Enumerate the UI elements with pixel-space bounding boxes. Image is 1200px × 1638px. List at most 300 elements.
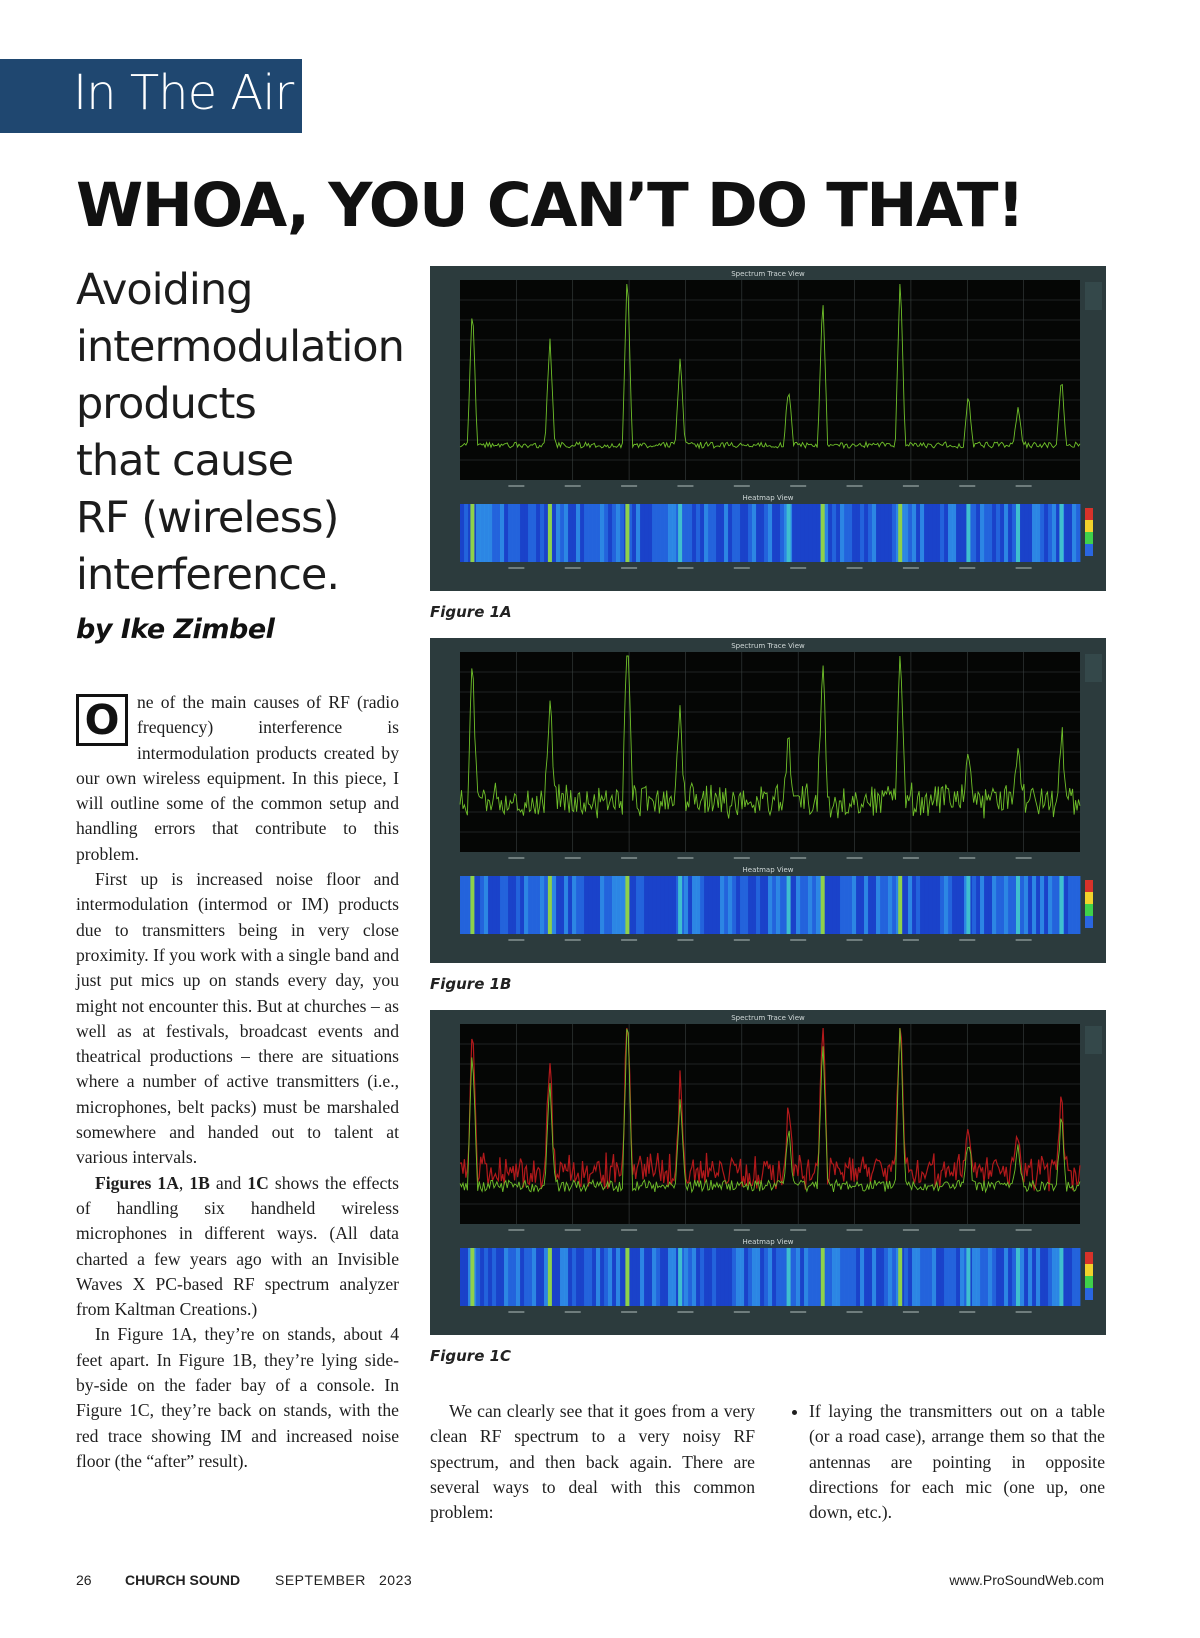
heatmap-column (796, 1248, 801, 1306)
deck-line: Avoiding (76, 265, 253, 315)
heatmap-column (716, 504, 721, 562)
heatmap-column (928, 1248, 933, 1306)
heatmap-column (660, 504, 665, 562)
heatmap-column (672, 504, 677, 562)
heatmap-column (940, 1248, 945, 1306)
heatmap-column (1028, 504, 1033, 562)
heatmap-column (572, 876, 577, 934)
heatmap-column (732, 1248, 737, 1306)
heatmap-column (936, 1248, 941, 1306)
page-number: 26 (76, 1572, 92, 1588)
heatmap-column (876, 504, 881, 562)
heatmap-column (540, 876, 545, 934)
heatmap-column (612, 876, 617, 934)
heatmap-column (960, 1248, 965, 1306)
heatmap-column (836, 1248, 841, 1306)
heatmap-column (696, 876, 701, 934)
heatmap-column (580, 876, 585, 934)
heatmap-column (752, 1248, 757, 1306)
heatmap-column (492, 1248, 497, 1306)
heatmap-peak (966, 504, 970, 562)
heatmap-column (852, 504, 857, 562)
heatmap-peak (898, 876, 902, 934)
heatmap-column (888, 504, 893, 562)
heatmap-column (620, 876, 625, 934)
heatmap-column (860, 504, 865, 562)
heatmap-column (872, 1248, 877, 1306)
heatmap-peak (1059, 876, 1063, 934)
heatmap-column (792, 504, 797, 562)
heatmap-column (976, 1248, 981, 1306)
heatmap-column (532, 1248, 537, 1306)
heatmap-column (724, 1248, 729, 1306)
heatmap-column (1044, 876, 1049, 934)
heatmap-column (520, 876, 525, 934)
heatmap-column (768, 876, 773, 934)
heatmap-column (640, 876, 645, 934)
heatmap-column (720, 504, 725, 562)
heatmap-column (864, 876, 869, 934)
heatmap-column (1020, 504, 1025, 562)
heatmap-column (988, 1248, 993, 1306)
scale-green (1085, 532, 1093, 544)
axis-tick-label (847, 1229, 863, 1231)
axis-tick-label (903, 1229, 919, 1231)
axis-tick-label (734, 567, 750, 569)
heatmap-column (508, 1248, 513, 1306)
heatmap-peak (966, 1248, 970, 1306)
heatmap-column (876, 876, 881, 934)
heatmap-column (1000, 876, 1005, 934)
deck-line: RF (wireless) (76, 493, 339, 543)
heatmap-peak (625, 504, 629, 562)
deck-line: intermodulation (76, 322, 404, 372)
deck-line: that cause (76, 436, 294, 486)
heatmap-column (720, 876, 725, 934)
heatmap-column (700, 504, 705, 562)
heatmap-column (488, 876, 493, 934)
heatmap-column (640, 1248, 645, 1306)
heatmap-column (984, 876, 989, 934)
heatmap-column (612, 504, 617, 562)
heatmap-column (516, 504, 521, 562)
heatmap-column (512, 876, 517, 934)
heatmap-column (496, 504, 501, 562)
heatmap-column (972, 876, 977, 934)
heatmap-column (812, 1248, 817, 1306)
magazine-name: CHURCH SOUND (125, 1572, 241, 1588)
heatmap-column (644, 1248, 649, 1306)
heatmap-column (860, 1248, 865, 1306)
heatmap-column (696, 504, 701, 562)
spectrum-title: Spectrum Trace View (731, 270, 805, 278)
heatmap-column (648, 504, 653, 562)
heatmap-peak (470, 504, 474, 562)
website-url: www.ProSoundWeb.com (949, 1572, 1104, 1588)
heatmap-column (828, 1248, 833, 1306)
heatmap-column (1068, 1248, 1073, 1306)
heatmap-column (844, 1248, 849, 1306)
scale-green (1085, 1276, 1093, 1288)
figure-caption: Figure 1C (430, 1347, 512, 1365)
heatmap-column (632, 1248, 637, 1306)
heatmap-column (1024, 1248, 1029, 1306)
heatmap-column (572, 1248, 577, 1306)
heatmap-column (924, 504, 929, 562)
heatmap-column (1000, 1248, 1005, 1306)
heatmap-peak (548, 876, 552, 934)
heatmap-column (720, 1248, 725, 1306)
legend-box (1085, 282, 1102, 310)
heatmap-column (500, 876, 505, 934)
deck-line: products (76, 379, 256, 429)
heatmap-column (764, 876, 769, 934)
heatmap-column (760, 504, 765, 562)
heatmap-column (904, 876, 909, 934)
heatmap-column (728, 504, 733, 562)
heatmap-column (956, 1248, 961, 1306)
heatmap-column (564, 1248, 569, 1306)
heatmap-column (608, 504, 613, 562)
heatmap-column (808, 876, 813, 934)
heatmap-column (620, 1248, 625, 1306)
heatmap-column (644, 876, 649, 934)
drop-cap: O (76, 694, 128, 746)
heatmap-column (1004, 876, 1009, 934)
heatmap-column (672, 1248, 677, 1306)
article-deck (76, 262, 416, 604)
heatmap-column (804, 504, 809, 562)
heatmap-column (684, 1248, 689, 1306)
heatmap-column (792, 1248, 797, 1306)
heatmap-column (800, 504, 805, 562)
figure-caption: Figure 1A (430, 603, 512, 621)
heatmap-column (1076, 876, 1081, 934)
scale-yellow (1085, 1264, 1093, 1276)
axis-tick-label (677, 857, 693, 859)
heatmap-column (804, 1248, 809, 1306)
spectrum-analyzer-screenshot (430, 1010, 1106, 1335)
heatmap-column (712, 876, 717, 934)
heatmap-peak (898, 504, 902, 562)
heatmap-column (992, 876, 997, 934)
heatmap-column (464, 1248, 469, 1306)
heatmap-column (744, 504, 749, 562)
heatmap-column (528, 876, 533, 934)
axis-tick-label (1016, 567, 1032, 569)
heatmap-column (1072, 876, 1077, 934)
heatmap-column (612, 1248, 617, 1306)
heatmap-column (1036, 504, 1041, 562)
heatmap-column (816, 504, 821, 562)
heatmap-column (940, 876, 945, 934)
heatmap-column (464, 876, 469, 934)
axis-tick-label (734, 1311, 750, 1313)
heatmap-column (464, 504, 469, 562)
heatmap-column (688, 504, 693, 562)
heatmap-column (532, 504, 537, 562)
heatmap-column (816, 1248, 821, 1306)
heatmap-column (516, 876, 521, 934)
text-fragment: and (209, 1172, 248, 1193)
axis-tick-label (508, 939, 524, 941)
heatmap-column (540, 1248, 545, 1306)
heatmap-column (1040, 876, 1045, 934)
heatmap-column (828, 876, 833, 934)
heatmap-column (492, 504, 497, 562)
heatmap-column (508, 876, 513, 934)
heatmap-column (656, 504, 661, 562)
heatmap-peak (678, 1248, 682, 1306)
heatmap-column (776, 876, 781, 934)
axis-tick-label (903, 567, 919, 569)
heatmap-column (536, 876, 541, 934)
heatmap-column (1048, 504, 1053, 562)
heatmap-column (568, 1248, 573, 1306)
heatmap-column (480, 876, 485, 934)
heatmap-column (740, 876, 745, 934)
paragraph-text: shows the effects of handling six handheld wireless microphones in different ways. (All data charted a few years ago with an Invisible Waves X PC-based RF spectrum analyzer from Kaltman Creations.) (76, 1172, 400, 1320)
heatmap-column (984, 504, 989, 562)
axis-tick-label (790, 1311, 806, 1313)
legend-box (1085, 654, 1102, 682)
heatmap-column (636, 876, 641, 934)
heatmap-column (916, 1248, 921, 1306)
heatmap-column (736, 1248, 741, 1306)
heatmap-column (500, 504, 505, 562)
heatmap-column (1008, 504, 1013, 562)
heatmap-column (588, 504, 593, 562)
heatmap-peak (1016, 504, 1020, 562)
heatmap-title: Heatmap View (742, 494, 794, 502)
heatmap-column (908, 1248, 913, 1306)
axis-tick-label (621, 1229, 637, 1231)
heatmap-column (708, 1248, 713, 1306)
body-column-2 (430, 1399, 755, 1525)
heatmap-column (1028, 876, 1033, 934)
axis-tick-label (790, 485, 806, 487)
heatmap-column (1064, 876, 1069, 934)
heatmap-peak (548, 504, 552, 562)
heatmap-column (988, 876, 993, 934)
heatmap-column (928, 504, 933, 562)
heatmap-column (816, 876, 821, 934)
heatmap-column (792, 876, 797, 934)
axis-tick-label (565, 567, 581, 569)
heatmap-peak (1016, 876, 1020, 934)
heatmap-column (648, 1248, 653, 1306)
axis-tick-label (903, 857, 919, 859)
heatmap-column (460, 504, 465, 562)
heatmap-column (1008, 876, 1013, 934)
heatmap-column (940, 504, 945, 562)
heatmap-column (976, 504, 981, 562)
spectrum-title: Spectrum Trace View (731, 1014, 805, 1022)
heatmap-column (864, 1248, 869, 1306)
heatmap-column (504, 504, 509, 562)
heatmap-peak (470, 1248, 474, 1306)
heatmap-column (524, 504, 529, 562)
heatmap-column (840, 504, 845, 562)
axis-tick-label (508, 857, 524, 859)
heatmap-column (460, 876, 465, 934)
heatmap-column (1072, 504, 1077, 562)
heatmap-column (1052, 1248, 1057, 1306)
axis-tick-label (847, 567, 863, 569)
heatmap-column (556, 504, 561, 562)
heatmap-column (656, 1248, 661, 1306)
scale-red (1085, 1252, 1093, 1264)
heatmap-column (568, 876, 573, 934)
heatmap-column (648, 876, 653, 934)
heatmap-column (948, 504, 953, 562)
byline: by Ike Zimbel (76, 614, 275, 645)
heatmap-column (948, 876, 953, 934)
heatmap-column (608, 1248, 613, 1306)
heatmap-column (512, 1248, 517, 1306)
heatmap-column (772, 504, 777, 562)
heatmap-peak (678, 876, 682, 934)
heatmap-peak (548, 1248, 552, 1306)
figure-1c (430, 1010, 1106, 1335)
heatmap-column (584, 876, 589, 934)
scale-yellow (1085, 892, 1093, 904)
heatmap-column (928, 876, 933, 934)
heatmap-column (1048, 876, 1053, 934)
heatmap-column (560, 504, 565, 562)
heatmap-column (668, 1248, 673, 1306)
heatmap-column (996, 876, 1001, 934)
axis-tick-label (734, 485, 750, 487)
heatmap-column (660, 1248, 665, 1306)
heatmap-peak (966, 876, 970, 934)
heatmap-column (504, 876, 509, 934)
heatmap-column (692, 876, 697, 934)
heatmap-column (616, 876, 621, 934)
heatmap-column (1028, 1248, 1033, 1306)
heatmap-column (780, 1248, 785, 1306)
heatmap-column (992, 1248, 997, 1306)
heatmap-column (796, 876, 801, 934)
heatmap-column (764, 504, 769, 562)
heatmap-column (504, 1248, 509, 1306)
heatmap-column (704, 504, 709, 562)
heatmap-column (748, 876, 753, 934)
body-paragraph: In Figure 1A, they’re on stands, about 4 feet apart. In Figure 1B, they’re lying side-by-side on the fader bay of a console. In Figure 1C, they’re back on stands, with the red trace showing IM and increased noise floor (the “after” result). (76, 1324, 399, 1471)
heatmap-column (652, 504, 657, 562)
heatmap-column (856, 1248, 861, 1306)
heatmap-peak (821, 876, 825, 934)
heatmap-column (756, 876, 761, 934)
heatmap-column (592, 876, 597, 934)
heatmap-column (724, 876, 729, 934)
heatmap-column (748, 1248, 753, 1306)
heatmap-column (476, 876, 481, 934)
heatmap-column (584, 504, 589, 562)
spectrum-analyzer-screenshot (430, 266, 1106, 591)
heatmap-column (1008, 1248, 1013, 1306)
heatmap-column (796, 504, 801, 562)
heatmap-column (752, 876, 757, 934)
heatmap-column (596, 504, 601, 562)
article-headline: WHOA, YOU CAN’T DO THAT! (76, 170, 1024, 241)
heatmap-column (844, 876, 849, 934)
heatmap-column (492, 876, 497, 934)
axis-tick-label (508, 485, 524, 487)
heatmap-peak (1016, 1248, 1020, 1306)
heatmap-column (772, 1248, 777, 1306)
heatmap-column (552, 1248, 557, 1306)
heatmap-column (1076, 1248, 1081, 1306)
heatmap-column (524, 876, 529, 934)
heatmap-column (944, 1248, 949, 1306)
axis-tick-label (677, 485, 693, 487)
heatmap-column (480, 1248, 485, 1306)
heatmap-peak (1059, 504, 1063, 562)
heatmap-column (520, 504, 525, 562)
section-tag (0, 59, 302, 133)
axis-tick-label (959, 1229, 975, 1231)
heatmap-column (488, 504, 493, 562)
heatmap-column (656, 876, 661, 934)
heatmap-column (832, 1248, 837, 1306)
heatmap-column (756, 1248, 761, 1306)
heatmap-column (888, 1248, 893, 1306)
heatmap-column (880, 504, 885, 562)
figure-1b (430, 638, 1106, 963)
heatmap-column (828, 504, 833, 562)
heatmap-column (892, 1248, 897, 1306)
heatmap-column (708, 504, 713, 562)
heatmap-column (912, 504, 917, 562)
heatmap-peak (678, 504, 682, 562)
heatmap-column (760, 876, 765, 934)
heatmap-column (712, 1248, 717, 1306)
axis-tick-label (903, 939, 919, 941)
heatmap-column (508, 504, 513, 562)
heatmap-column (956, 504, 961, 562)
heatmap-column (848, 504, 853, 562)
heatmap-column (924, 1248, 929, 1306)
heatmap-column (892, 504, 897, 562)
scale-red (1085, 508, 1093, 520)
heatmap-column (912, 876, 917, 934)
heatmap-column (600, 876, 605, 934)
heatmap-column (580, 1248, 585, 1306)
heatmap-column (980, 504, 985, 562)
figure-ref: Figures 1A (95, 1172, 179, 1193)
heatmap-column (772, 876, 777, 934)
heatmap-column (808, 1248, 813, 1306)
axis-tick-label (734, 939, 750, 941)
heatmap-peak (821, 504, 825, 562)
heatmap-column (760, 1248, 765, 1306)
heatmap-column (776, 1248, 781, 1306)
heatmap-peak (470, 876, 474, 934)
heatmap-column (948, 1248, 953, 1306)
heatmap-column (660, 876, 665, 934)
heatmap-column (1064, 504, 1069, 562)
heatmap-column (576, 504, 581, 562)
heatmap-column (476, 504, 481, 562)
heatmap-column (876, 1248, 881, 1306)
heatmap-column (512, 504, 517, 562)
axis-tick-label (734, 1229, 750, 1231)
axis-tick-label (508, 567, 524, 569)
axis-tick-label (1016, 1229, 1032, 1231)
body-paragraph: First up is increased noise floor and intermodulation (intermod or IM) products due to transmitters being in very close proximity. If you work with a single band and just put mics up on stands every day, you might not encounter this. But at churches – as well as at festivals, broadcast events and theatrical productions – there are situations where a number of active transmitters (i.e., microphones, belt packs) must be marshaled somewhere and handed out to talent at various intervals. (76, 869, 399, 1168)
heatmap-column (1040, 504, 1045, 562)
